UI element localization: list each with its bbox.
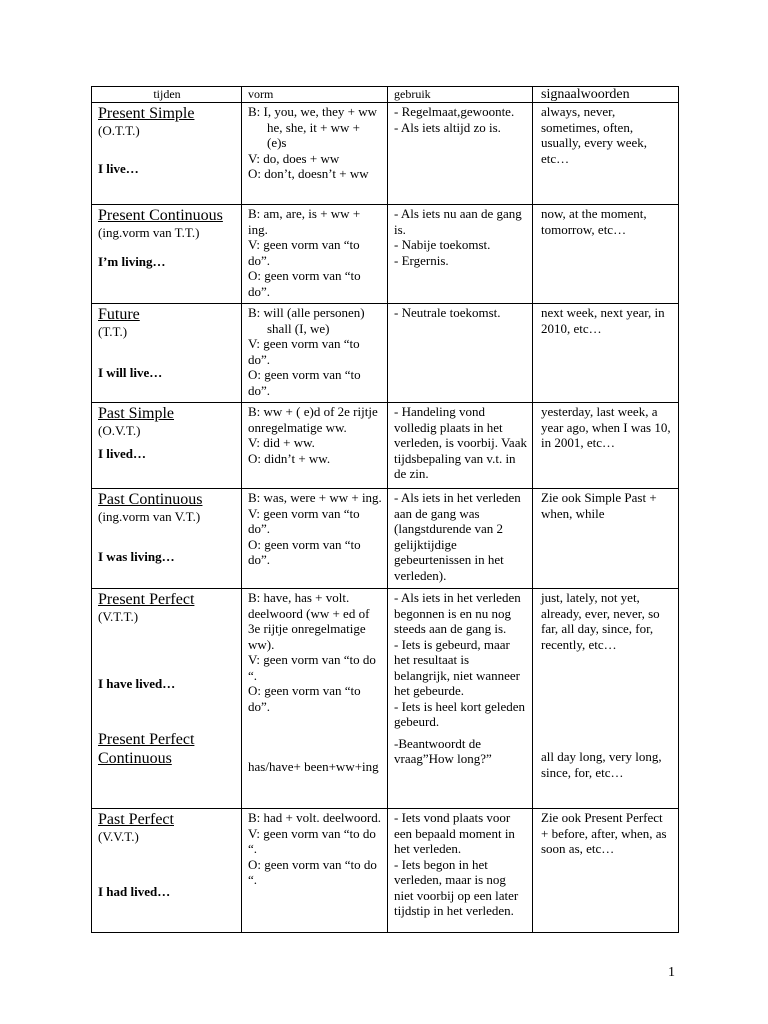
header-tijden: tijden bbox=[92, 87, 242, 103]
tense-abbr: (V.T.T.) bbox=[98, 609, 139, 624]
gebruik-line: - Iets is gebeurd, maar het resultaat is belangrijk, niet wanneer het gebeurde. bbox=[394, 636, 520, 698]
signaal-cell bbox=[533, 809, 679, 933]
tense-name-secondary: Present Perfect Continuous bbox=[98, 731, 195, 767]
tense-name: Present Simple bbox=[98, 105, 195, 122]
vorm-line: V: geen vorm van “to do”. bbox=[248, 237, 360, 268]
tense-abbr: (V.V.T.) bbox=[98, 829, 139, 844]
gebruik-cell bbox=[388, 103, 533, 205]
gebruik-line-secondary: -Beantwoordt de vraag”How long?” bbox=[394, 735, 492, 766]
gebruik-line: - Handeling vond volledig plaats in het verleden, is voorbij. Vaak tijdsbepaling van v.t. in de zin. bbox=[394, 404, 527, 481]
gebruik-cell bbox=[388, 205, 533, 304]
tense-name: Future bbox=[98, 306, 140, 323]
gebruik-line: - Neutrale toekomst. bbox=[394, 305, 501, 320]
tense-abbr: (O.T.T.) bbox=[98, 123, 140, 138]
signaal-cell: next week, next year, in 2010, etc… bbox=[533, 304, 679, 403]
tense-name: Present Perfect bbox=[98, 591, 195, 608]
gebruik-line: - Regelmaat,gewoonte. bbox=[394, 104, 515, 119]
gebruik-line: - Iets begon in het verleden, maar is nog niet voorbij op een later tijdstip in het verleden. bbox=[394, 856, 519, 918]
gebruik-line: - Iets is heel kort geleden gebeurd. bbox=[394, 698, 526, 729]
vorm-cell bbox=[242, 403, 388, 489]
row-past-continuous bbox=[92, 489, 679, 589]
row-present-simple bbox=[92, 103, 679, 205]
signaal-line: when, while bbox=[541, 505, 605, 521]
tense-cell bbox=[92, 103, 242, 205]
signaal-line: Zie ook Simple Past + bbox=[541, 490, 657, 505]
vorm-line: O: didn’t + ww. bbox=[248, 450, 331, 466]
vorm-line: V: do, does + ww bbox=[248, 150, 340, 166]
tense-example: I live… bbox=[98, 161, 139, 176]
gebruik-cell bbox=[388, 403, 533, 489]
tense-cell bbox=[92, 809, 242, 933]
tense-cell bbox=[92, 205, 242, 304]
vorm-cell bbox=[242, 489, 388, 589]
vorm-line: O: geen vorm van “to do”. bbox=[248, 683, 361, 714]
gebruik-cell bbox=[388, 304, 533, 403]
vorm-line: V: geen vorm van “to do”. bbox=[248, 336, 360, 367]
header-row bbox=[92, 87, 679, 103]
signaal-cell bbox=[533, 589, 679, 809]
vorm-line: O: geen vorm van “to do”. bbox=[248, 367, 361, 398]
vorm-cell bbox=[242, 304, 388, 403]
vorm-line: B: will (alle personen) bbox=[248, 305, 365, 320]
gebruik-line: - Ergernis. bbox=[394, 252, 449, 268]
header-signaalwoorden: signaalwoorden bbox=[533, 87, 679, 103]
signaal-cell: always, never, sometimes, often, usually, every week, etc… bbox=[533, 103, 679, 205]
gebruik-cell bbox=[388, 589, 533, 809]
tense-abbr: (O.V.T.) bbox=[98, 423, 141, 438]
signaal-line: just, lately, not yet, already, ever, never, so far, all day, since, for, recently, etc… bbox=[541, 590, 660, 652]
gebruik-cell bbox=[388, 809, 533, 933]
row-past-simple bbox=[92, 403, 679, 489]
tense-cell bbox=[92, 403, 242, 489]
gebruik-line: - Als iets in het verleden begonnen is en nu nog steeds aan de gang is. bbox=[394, 590, 521, 636]
vorm-line: B: had + volt. deelwoord. bbox=[248, 810, 381, 825]
vorm-line: shall (I, we) bbox=[267, 320, 330, 336]
tenses-table bbox=[91, 86, 679, 933]
tense-example: I’m living… bbox=[98, 254, 166, 269]
vorm-line: O: geen vorm van “to do”. bbox=[248, 536, 361, 567]
tense-cell bbox=[92, 304, 242, 403]
vorm-line: V: geen vorm van “to do “. bbox=[248, 652, 376, 683]
vorm-line: O: geen vorm van “to do “. bbox=[248, 856, 377, 887]
row-present-perfect bbox=[92, 589, 679, 809]
row-present-continuous bbox=[92, 205, 679, 304]
vorm-line: B: ww + ( e)d of 2e rijtje onregelmatige ww. bbox=[248, 404, 378, 435]
gebruik-line: - Iets vond plaats voor een bepaald moment in het verleden. bbox=[394, 810, 515, 856]
tense-example: I lived… bbox=[98, 446, 147, 461]
tense-example: I was living… bbox=[98, 549, 175, 564]
vorm-line: O: don’t, doesn’t + ww bbox=[248, 166, 369, 181]
vorm-line: V: geen vorm van “to do “. bbox=[248, 825, 376, 856]
vorm-line: B: I, you, we, they + ww bbox=[248, 104, 378, 119]
row-future bbox=[92, 304, 679, 403]
vorm-line: B: was, were + ww + ing. bbox=[248, 490, 382, 505]
vorm-line: he, she, it + ww + (e)s bbox=[267, 119, 361, 150]
row-past-perfect bbox=[92, 809, 679, 933]
tense-example: I have lived… bbox=[98, 676, 176, 691]
gebruik-line: - Nabije toekomst. bbox=[394, 237, 491, 252]
header-vorm: vorm bbox=[242, 87, 388, 103]
vorm-cell bbox=[242, 205, 388, 304]
signaal-line: + before, after, when, as soon as, etc… bbox=[541, 825, 667, 856]
tense-example: I will live… bbox=[98, 365, 163, 380]
gebruik-cell bbox=[388, 489, 533, 589]
tense-name: Past Perfect bbox=[98, 811, 174, 828]
vorm-line: V: geen vorm van “to do”. bbox=[248, 505, 360, 536]
vorm-line: B: am, are, is + ww + ing. bbox=[248, 206, 361, 237]
gebruik-line: - Als iets nu aan de gang is. bbox=[394, 206, 522, 237]
tense-name: Past Simple bbox=[98, 405, 175, 422]
gebruik-line: - Als iets in het verleden aan de gang was (langstdurende van 2 gelijktijdige gebeurtenissen in het verleden). bbox=[394, 490, 521, 583]
tense-abbr: (T.T.) bbox=[98, 324, 128, 339]
signaal-cell bbox=[533, 489, 679, 589]
vorm-line: V: did + ww. bbox=[248, 435, 315, 450]
vorm-line-secondary: has/have+ been+ww+ing bbox=[248, 759, 379, 774]
vorm-line: B: have, has + volt. deelwoord (ww + ed of 3e rijtje onregelmatige ww). bbox=[248, 590, 370, 652]
gebruik-line: - Als iets altijd zo is. bbox=[394, 119, 501, 135]
tense-abbr: (ing.vorm van V.T.) bbox=[98, 509, 201, 524]
signaal-cell: now, at the moment, tomorrow, etc… bbox=[533, 205, 679, 304]
tense-cell bbox=[92, 489, 242, 589]
signaal-line-secondary: all day long, very long, since, for, etc… bbox=[541, 749, 662, 780]
vorm-line: O: geen vorm van “to do”. bbox=[248, 268, 361, 299]
vorm-cell bbox=[242, 589, 388, 809]
signaal-line: Zie ook Present Perfect bbox=[541, 810, 663, 825]
vorm-cell bbox=[242, 103, 388, 205]
tense-abbr: (ing.vorm van T.T.) bbox=[98, 225, 200, 240]
tense-example: I had lived… bbox=[98, 884, 171, 899]
tense-cell bbox=[92, 589, 242, 809]
signaal-cell: yesterday, last week, a year ago, when I was 10, in 2001, etc… bbox=[533, 403, 679, 489]
header-gebruik: gebruik bbox=[388, 87, 533, 103]
tense-name: Past Continuous bbox=[98, 491, 203, 508]
page-number: 1 bbox=[668, 965, 675, 980]
tense-name: Present Continuous bbox=[98, 207, 223, 224]
vorm-cell bbox=[242, 809, 388, 933]
